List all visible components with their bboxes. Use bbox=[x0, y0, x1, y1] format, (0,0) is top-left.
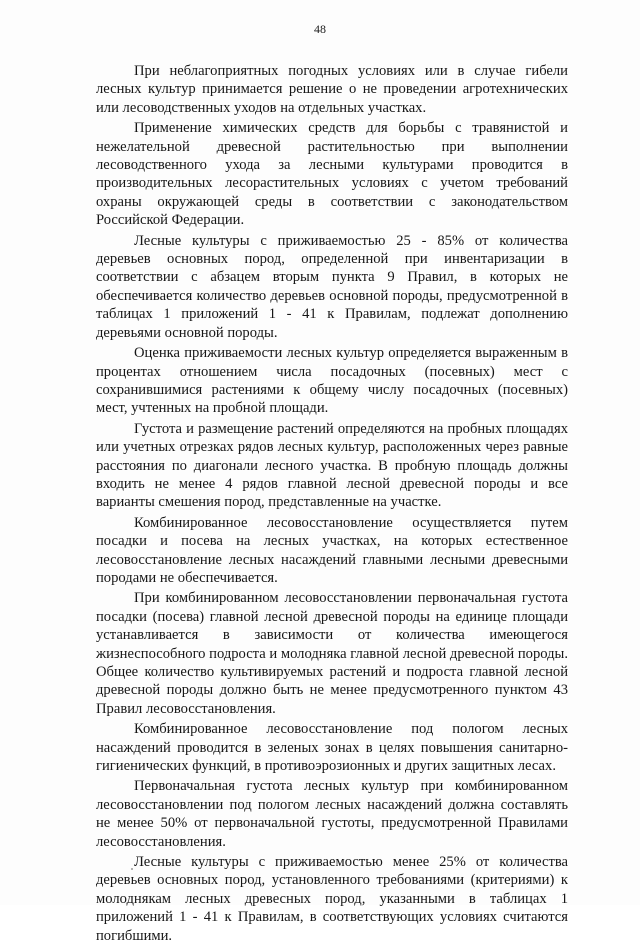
paragraph-3: Лесные культуры с приживаемостью 25 - 85% от количества деревьев основных пород, определенной при инвентаризации в соответствии с абзацем вторым пункта 9 Правил, в которых не обеспечивается количество деревьев основной породы, предусмотренной в таблицах 1 приложений 1 - 41 к Правилам, подлежат дополнению деревьями основной породы. bbox=[96, 232, 568, 341]
paragraph-8: Комбинированное лесовосстановление под пологом лесных насаждений проводится в зеленых зонах в целях повышения санитарно-гигиенических функций, в противоэрозионных и других защитных лесах. bbox=[96, 721, 568, 775]
paragraph-6: Комбинированное лесовосстановление осуществляется путем посадки и посева на лесных участках, на которых естественное лесовосстановление лесных насаждений главными лесными древесными породами не обеспечивается. bbox=[96, 514, 568, 586]
paragraph-1: При неблагоприятных погодных условиях или в случае гибели лесных культур принимается решение о не проведении агротехнических или лесоводственных уходов на отдельных участках. bbox=[96, 63, 568, 116]
document-body bbox=[96, 62, 568, 947]
scan-artifact bbox=[131, 868, 133, 870]
paragraph-9: Первоначальная густота лесных культур при комбинированном лесовосстановлении под пологом лесных насаждений должна составлять не менее 50% от первоначальной густоты, предусмотренной Правилами лесовосстановления. bbox=[96, 778, 568, 850]
paragraph-2: Применение химических средств для борьбы с травянистой и нежелательной древесной растительностью при выполнении лесоводственного ухода за лесными культурами проводится в производительных лесорастительных условиях с учетом требований охраны окружающей среды в соответствии с законодательством Российской Федерации. bbox=[96, 120, 568, 229]
paragraph-10: Лесные культуры с приживаемостью менее 25% от количества деревьев основных пород, установленного требованиями (критериями) к молоднякам лесных древесных пород, указанными в таблицах 1 приложений 1 - 41 к Правилам, в соответствующих условиях считаются погибшими. bbox=[96, 854, 568, 944]
paragraph-7: При комбинированном лесовосстановлении первоначальная густота посадки (посева) главной лесной древесной породы на единице площади устанавливается в зависимости от количества имеющегося жизнеспособного подроста и молодняка главной лесной древесной породы. Общее количество культивируемых растений и подроста главной лесной древесной породы должно быть не менее предусмотренного пунктом 43 Правил лесовосстановления. bbox=[96, 590, 568, 717]
paragraph-4: Оценка приживаемости лесных культур определяется выраженным в процентах отношением числа посадочных (посевных) мест с сохранившимися растениями к общему числу посадочных (посевных) мест, учтенных на пробной площади. bbox=[96, 345, 568, 417]
paragraph-5: Густота и размещение растений определяются на пробных площадях или учетных отрезках рядов лесных культур, расположенных через равные расстояния по диагонали лесного участка. В пробную площадь должны входить не менее 4 рядов главной лесной древесной породы и все варианты смешения пород, представленные на участке. bbox=[96, 420, 568, 511]
page-number: 48 bbox=[314, 22, 326, 36]
